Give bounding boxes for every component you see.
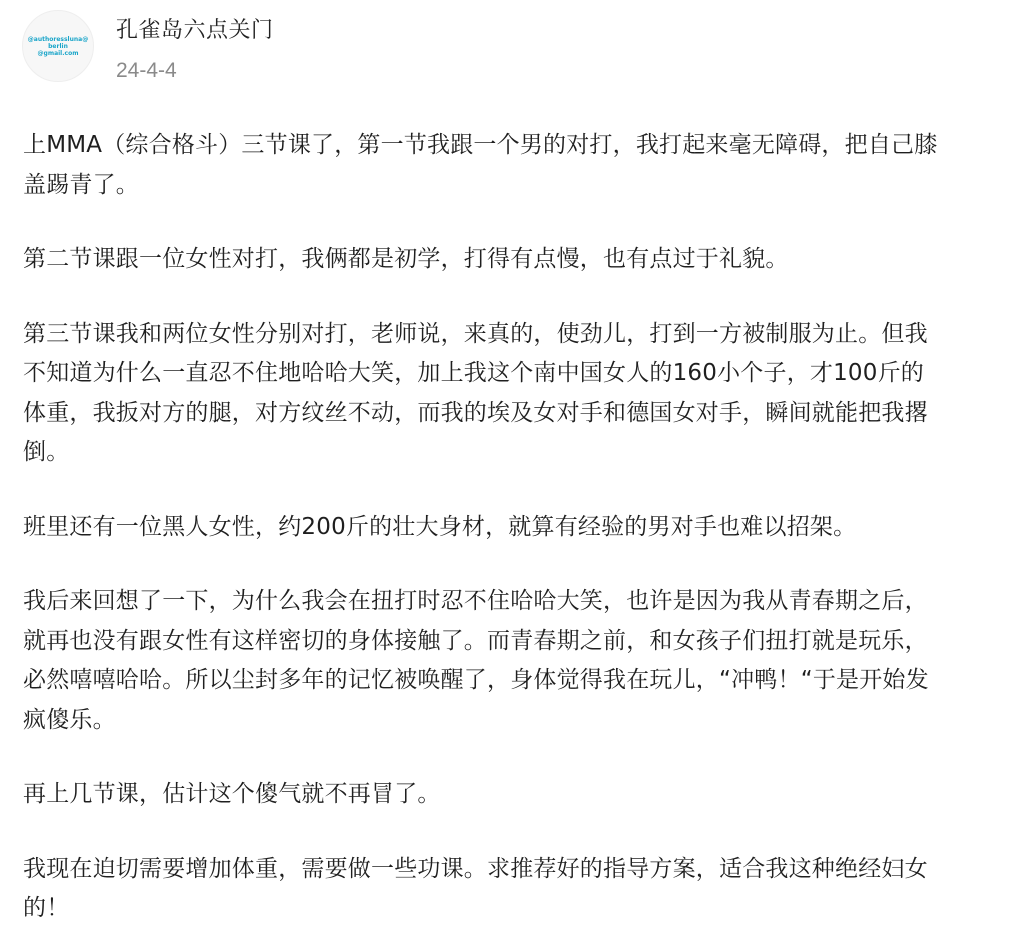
post-text-line: 不知道为什么一直忍不住地哈哈大笑，加上我这个南中国女人的160小个子，才100斤的 [23,360,924,386]
post-text-line: 疯傻乐。 [23,706,116,733]
post-text-line: 倒。 [23,439,70,465]
post-paragraph [23,775,993,815]
avatar-text-line-2: berlin [48,42,68,50]
post-date: 24-4-4 [116,59,177,82]
author-name[interactable]: 孔雀岛六点关门 [116,18,274,43]
post-paragraph [23,315,993,473]
post-text-line: 班里还有一位黑人女性，约200斤的壮大身材，就算有经验的男对手也难以招架。 [23,513,857,540]
post-text-line: 再上几节课，估计这个傻气就不再冒了。 [23,781,441,807]
post-text-line: 我现在迫切需要增加体重，需要做一些功课。求推荐好的指导方案，适合我这种绝经妇女 [23,855,928,882]
post-text-line: 第三节课我和两位女性分别对打，老师说，来真的，使劲儿，打到一方被制服为止。但我 [23,320,928,347]
post-paragraph [23,850,993,929]
post-text-line: 盖踢青了。 [23,171,139,198]
avatar-text-line-1: @authoressluna@ [27,35,89,43]
post-paragraph [23,240,993,280]
post-paragraph [23,126,993,205]
post-text-line: 我后来回想了一下，为什么我会在扭打时忍不住哈哈大笑，也许是因为我从青春期之后， [23,588,928,614]
avatar-text-line-3: @gmail.com [37,49,79,57]
author-meta [116,10,274,84]
post-body [23,126,993,929]
post-header [22,10,274,84]
post-text-line: 就再也没有跟女性有这样密切的身体接触了。而青春期之前，和女孩子们扭打就是玩乐， [23,627,928,654]
post-paragraph [23,508,993,548]
post-text-line: 必然嘻嘻哈哈。所以尘封多年的记忆被唤醒了，身体觉得我在玩儿，“冲鸭！“于是开始发 [23,667,929,693]
avatar[interactable] [22,10,94,82]
post-text-line: 第二节课跟一位女性对打，我俩都是初学，打得有点慢，也有点过于礼貌。 [23,246,789,272]
post-text-line: 上MMA（综合格斗）三节课了，第一节我跟一个男的对打，我打起来毫无障碍，把自己膝 [23,132,938,158]
post-text-line: 体重，我扳对方的腿，对方纹丝不动，而我的埃及女对手和德国女对手，瞬间就能把我撂 [23,399,928,426]
post-paragraph [23,582,993,740]
post-text-line: 的！ [23,895,70,921]
